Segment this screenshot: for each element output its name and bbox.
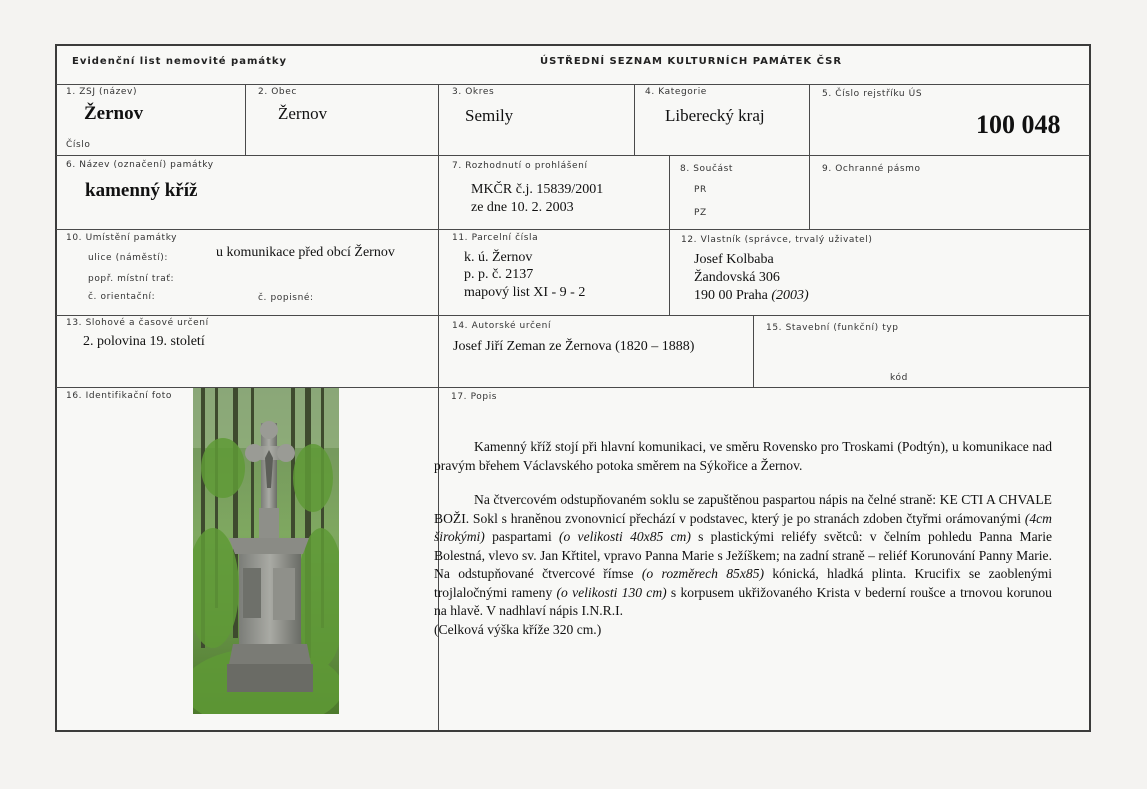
description-total-height: (Celková výška kříže 320 cm.) — [434, 621, 602, 637]
field-author — [439, 316, 754, 388]
field-location-street-value: u komunikace před obcí Žernov — [216, 245, 395, 260]
field-owner-year: (2003) — [771, 288, 809, 303]
field-municipality-value: Žernov — [278, 104, 328, 123]
field-parcels-number: p. p. č. 2137 — [464, 267, 534, 282]
sheet-title: Evidenční list nemovité památky — [72, 56, 288, 67]
field-location-local-label: popř. místní trať: — [88, 274, 175, 284]
field-protection-zone-label: 9. Ochranné pásmo — [822, 164, 921, 174]
field-parcels-label: 11. Parcelní čísla — [452, 233, 539, 243]
field-location-house-number-label: č. popisné: — [258, 293, 314, 303]
field-declaration-label: 7. Rozhodnutí o prohlášení — [452, 161, 588, 171]
field-district-label: 3. Okres — [452, 87, 495, 97]
field-building-type-label: 15. Stavební (funkční) typ — [766, 323, 899, 333]
field-part-of-pr: PR — [694, 185, 707, 195]
field-parcels — [439, 230, 670, 316]
field-zsj — [56, 84, 246, 156]
field-location-orientation-label: č. orientační: — [88, 292, 156, 302]
field-owner-name: Josef Kolbaba — [694, 252, 774, 267]
description-part: s plastickými reliéfy světců: v čelním pohledu Panna Marie Bolestná, vlevo sv. Jan Křtitel, vpravo Panna Marie s Ježíškem; na zadní straně – reliéf Korunování Panny Marie. Na odstupňované čtvercové římse — [434, 529, 1053, 581]
description-part: Na čtvercovém odstupňovaném soklu se zapuštěnou paspartou nápis na čelné straně: KE CTI A CHVALE BOŽI. Sokl s hraněnou zvonovnicí přechází v podstavec, který je po stranách zdoben čtyřmi orámovanými — [434, 492, 1052, 526]
field-owner — [670, 230, 1090, 316]
field-description-text — [434, 438, 1052, 639]
field-zsj-label: 1. ZSJ (název) — [66, 87, 138, 97]
field-owner-street: Žandovská 306 — [694, 270, 780, 285]
field-part-of-label: 8. Součást — [680, 164, 734, 174]
description-italic: (o rozměrech 85x85) — [641, 566, 765, 581]
description-part: kónická, hladká plinta. Krucifix se zaoblenými trojlaločnými rameny — [434, 566, 1052, 600]
description-italic: (4cm širokými) — [434, 510, 1052, 544]
field-owner-city-text: 190 00 Praha — [694, 288, 768, 303]
description-paragraph-1: Kamenný kříž stojí při hlavní komunikaci, ve směru Rovensko pro Troskami (Podtýn), u komunikace nad pravým břehem Václavského potoka směrem na Sýkořice a Žernov. — [434, 439, 1052, 473]
stone-cross-photo — [193, 388, 339, 714]
field-declaration — [439, 156, 670, 230]
field-identification-photo-label: 16. Identifikační foto — [66, 391, 172, 401]
field-style-period-value: 2. polovina 19. století — [83, 334, 205, 349]
field-owner-label: 12. Vlastník (správce, trvalý uživatel) — [681, 235, 873, 245]
description-part: paspartami — [484, 529, 559, 544]
field-monument-name-label: 6. Název (označení) památky — [66, 160, 214, 170]
field-location — [56, 230, 439, 316]
field-register-number-label: 5. Číslo rejstříku ÚS — [822, 89, 923, 99]
field-register-number — [810, 84, 1090, 156]
field-part-of-pz: PZ — [694, 208, 707, 218]
field-building-type-code: kód — [890, 373, 908, 383]
field-style-period-label: 13. Slohové a časové určení — [66, 318, 209, 328]
field-category-label: 4. Kategorie — [645, 87, 707, 97]
field-author-label: 14. Autorské určení — [452, 321, 552, 331]
register-title: ÚSTŘEDNÍ SEZNAM KULTURNÍCH PAMÁTEK ČSR — [540, 56, 843, 67]
field-declaration-date: ze dne 10. 2. 2003 — [471, 200, 574, 215]
field-zsj-number-label: Číslo — [66, 140, 91, 150]
field-category — [635, 84, 810, 156]
field-owner-city — [694, 288, 809, 304]
field-building-type — [754, 316, 1090, 388]
field-category-value: Liberecký kraj — [665, 106, 765, 125]
field-author-value: Josef Jiří Zeman ze Žernova (1820 – 1888) — [453, 339, 695, 354]
field-register-number-value: 100 048 — [976, 110, 1061, 139]
field-district-value: Semily — [465, 106, 514, 125]
description-part: s korpusem ukřižovaného Krista v bederní roušce a trnovou korunou na hlavě. V nadhlaví nápis I.N.R.I. — [434, 584, 1052, 618]
description-italic: (o velikosti 130 cm) — [556, 584, 667, 600]
description-paragraph-2 — [434, 491, 1052, 621]
field-description-label: 17. Popis — [451, 392, 498, 402]
field-parcels-cadastre: k. ú. Žernov — [464, 250, 533, 265]
field-zsj-value: Žernov — [84, 103, 144, 124]
field-part-of — [670, 156, 810, 230]
field-monument-name — [56, 156, 439, 230]
description-italic: (o velikosti 40x85 cm) — [558, 529, 691, 544]
field-protection-zone — [810, 156, 1090, 230]
field-district — [439, 84, 635, 156]
field-municipality-label: 2. Obec — [258, 87, 297, 97]
field-location-label: 10. Umístění památky — [66, 233, 178, 243]
field-monument-name-value: kamenný kříž — [85, 180, 198, 201]
field-location-street-label: ulice (náměstí): — [88, 253, 168, 263]
field-parcels-map-sheet: mapový list XI - 9 - 2 — [464, 285, 586, 300]
field-style-period — [56, 316, 439, 388]
field-declaration-ref: MKČR č.j. 15839/2001 — [471, 182, 604, 197]
field-municipality — [246, 84, 439, 156]
